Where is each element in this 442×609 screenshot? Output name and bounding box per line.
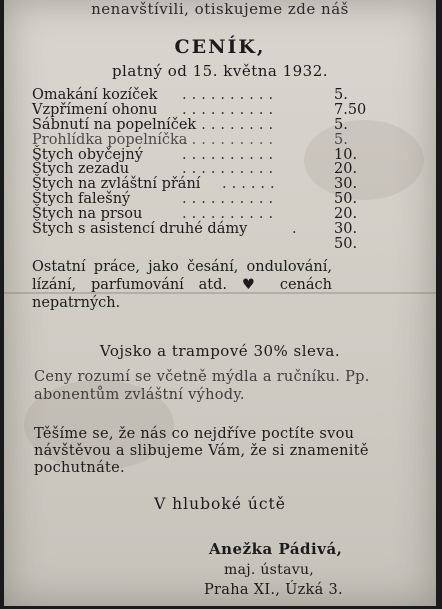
price-row: [32, 222, 372, 237]
price-row: [32, 133, 372, 148]
price-item: Prohlídka popelníčka: [32, 131, 188, 148]
price-value: 30.: [334, 221, 358, 238]
signature-name: Anežka Pádivá,: [209, 540, 343, 558]
soap-note: Ceny rozumí se včetně mýdla a ručníku. Pp. abonentům zvláštní výhody.: [34, 369, 370, 403]
price-item: Štych na zvláštní přání: [32, 176, 201, 193]
discount-note: Vojsko a trampové 30% sleva.: [99, 342, 341, 360]
dot-leader: ..........: [182, 192, 279, 208]
dot-leader: ..........: [182, 102, 279, 118]
dot-leader: ..........: [182, 88, 279, 103]
other-work-note: Ostatní práce, jako česání, ondulování, lízání, parfumování atd. ♥ cenách nepatrných.: [32, 259, 332, 311]
price-row: [32, 192, 372, 207]
dot-leader: ..........: [182, 162, 279, 178]
dot-leader: ..........: [182, 132, 279, 148]
price-value: 5.: [334, 87, 348, 103]
price-list-document: [4, 0, 436, 606]
price-value: 20.: [334, 161, 358, 178]
price-item: Štych falešný: [32, 191, 131, 208]
price-row: [32, 103, 372, 118]
price-row: [32, 207, 372, 222]
price-value: 10.: [334, 146, 358, 163]
header-partial-line: nenavštívili, otiskujeme zde náš: [91, 0, 349, 18]
dot-leader: ..........: [182, 117, 279, 133]
price-value: 5.: [334, 116, 348, 133]
signature-role: maj. ústavu,: [224, 562, 315, 578]
price-value: 30.: [334, 176, 358, 193]
price-row: [32, 237, 372, 252]
price-value: 50.: [334, 235, 358, 252]
price-value: 20.: [334, 206, 358, 223]
dot-leader: ......: [222, 177, 280, 193]
price-item: Štych s asistencí druhé dámy: [32, 221, 248, 238]
regards-line: V hluboké úctě: [154, 495, 286, 513]
price-row: [32, 118, 372, 133]
price-item: Štych obyčejný: [32, 146, 143, 163]
price-item: Sábnutí na popelníček: [32, 116, 197, 133]
valid-from-date: platný od 15. května 1932.: [111, 62, 329, 80]
price-row: [32, 177, 372, 192]
price-table: [32, 88, 372, 252]
document-title: CENÍK,: [174, 36, 266, 58]
price-value: 50.: [334, 191, 358, 208]
price-value: 7.50: [334, 101, 367, 118]
price-item: Štych zezadu: [32, 161, 130, 178]
signature-address: Praha XI., Úzká 3.: [204, 582, 343, 598]
dot-leader: .: [292, 222, 302, 238]
closing-paragraph: Těšíme se, že nás co nejdříve poctíte svou návštěvou a slibujeme Vám, že si znamenitě pochutnáte.: [34, 426, 369, 476]
price-item: Omakání kozíček: [32, 87, 158, 103]
header-text: [30, 0, 410, 18]
price-item: Vzpřímení ohonu: [32, 101, 158, 118]
dot-leader: ..........: [182, 207, 279, 223]
dot-leader: ..........: [182, 147, 279, 163]
price-row: [32, 88, 372, 103]
price-item: Štych na prsou: [32, 206, 143, 223]
price-value: 5.: [334, 131, 348, 148]
